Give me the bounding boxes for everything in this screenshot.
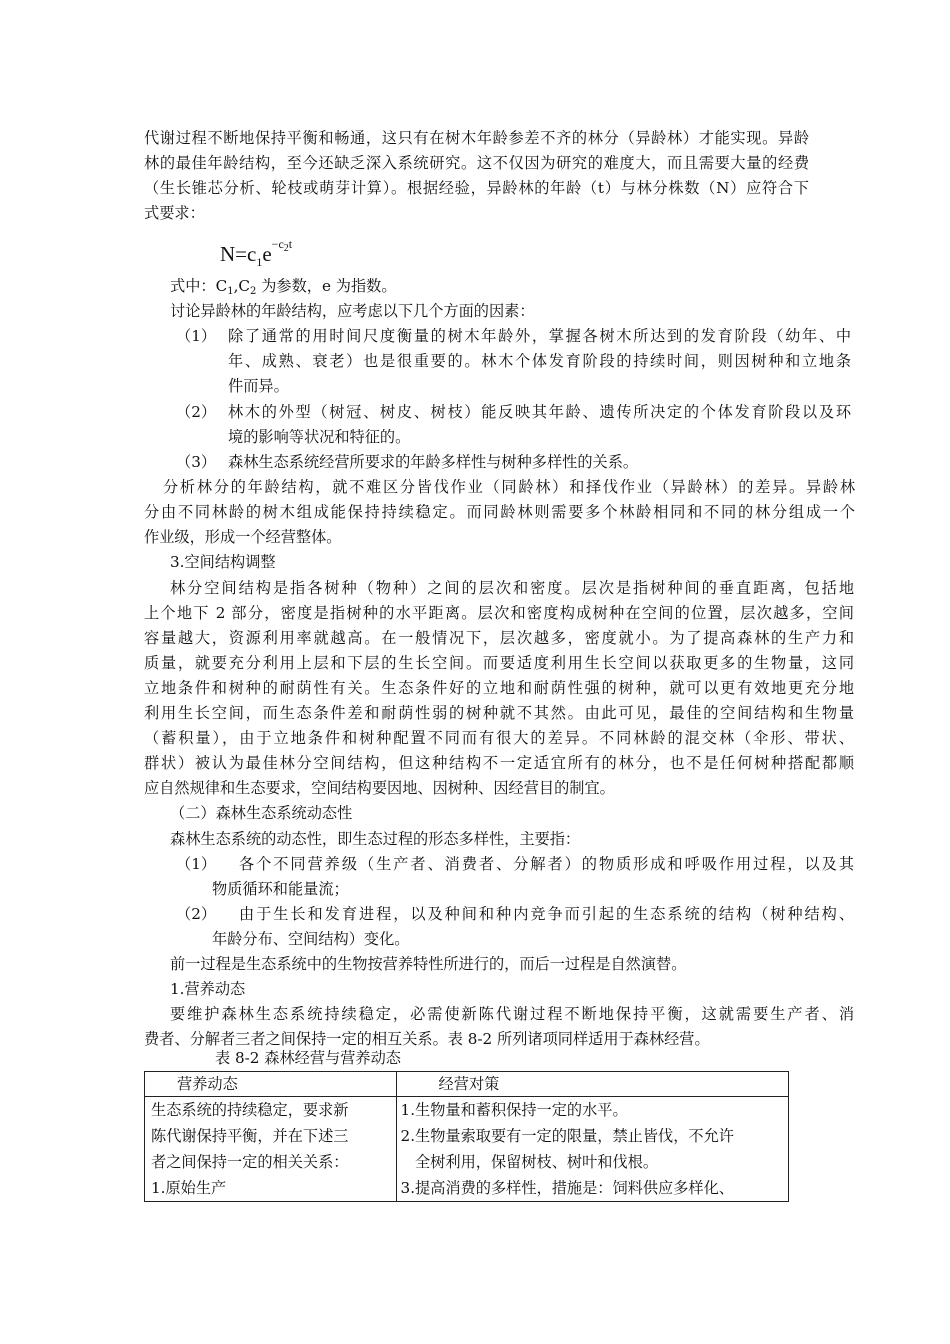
list-item-line: 由于生长和发育进程，以及种间和种内竞争而引起的生态系统的结构（树种结构、 <box>239 905 854 923</box>
formula-base: e <box>262 242 272 266</box>
paragraph-line: 要维护森林生态系统持续稳定，必需使新陈代谢过程不断地保持平衡，这就需要生产者、消 <box>170 1005 854 1023</box>
list-item-line: 林木的外型（树冠、树皮、树枝）能反映其年龄、遗传所决定的个体发育阶段以及环 <box>228 403 851 421</box>
formula-exponent: −c2t <box>271 237 293 254</box>
table-header-cell: 经营对策 <box>396 1072 788 1097</box>
list-item-line: 除了通常的用时间尺度衡量的树木年龄外，掌握各树木所达到的发育阶段（幼年、中 <box>228 327 851 345</box>
cell-line: 3.提高消费的多样性，措施是：饲料供应多样化、 <box>400 1179 734 1197</box>
paragraph-line: 林的最佳年龄结构，至今还缺乏深入系统研究。这不仅因为研究的难度大，而且需要大量的经费 <box>144 154 809 172</box>
list-marker: （2） <box>176 403 217 421</box>
list-item-line: 境的影响等状况和特征的。 <box>228 428 411 446</box>
paragraph-line: 前一过程是生态系统中的生物按营养特性所进行的，而后一过程是自然演替。 <box>170 955 687 973</box>
table-cell <box>145 1097 397 1202</box>
table-cell <box>396 1097 788 1202</box>
list-marker: （1） <box>176 855 217 873</box>
list-marker: （1） <box>176 327 217 345</box>
list-item-line: 年龄分布、空间结构）变化。 <box>212 930 410 948</box>
formula-lhs: N=c <box>220 242 257 266</box>
list-marker: （3） <box>176 453 217 471</box>
formula-note: 式中：C1,C2 为参数，e 为指数。 <box>170 277 397 297</box>
paragraph-line: 森林生态系统的动态性，即生态过程的形态多样性，主要指： <box>170 830 581 848</box>
paragraph-line: 质量，就要充分利用上层和下层的生长空间。而要适度利用生长空间以获取更多的生物量，这同 <box>144 654 854 672</box>
section-heading: 1.营养动态 <box>170 980 246 998</box>
table-row <box>145 1097 789 1202</box>
cell-line: 生态系统的持续稳定，要求新 <box>151 1101 349 1119</box>
list-item-line: 年、成熟、衰老）也是很重要的。林木个体发育阶段的持续时间，则因树种和立地条 <box>228 352 851 370</box>
paragraph-line: 代谢过程不断地保持平衡和畅通，这只有在树木年龄参差不齐的林分（异龄林）才能实现。异龄 <box>144 129 809 147</box>
cell-line: 1.生物量和蓄积保持一定的水平。 <box>400 1101 628 1119</box>
table-header-row <box>145 1072 789 1097</box>
paragraph-line: 讨论异龄林的年龄结构，应考虑以下几个方面的因素： <box>170 302 535 320</box>
paragraph-line: 费者、分解者三者之间保持一定的相互关系。表 8-2 所列诸项同样适用于森林经营。 <box>144 1030 710 1048</box>
paragraph-line: 群状）被认为最佳林分空间结构，但这种结构不一定适宜所有的林分，也不是任何树种搭配都顺 <box>144 754 854 772</box>
cell-line: 全树利用，保留树枝、树叶和伐根。 <box>400 1153 659 1171</box>
cell-line: 2.生物量索取要有一定的限量，禁止皆伐，不允许 <box>400 1127 734 1145</box>
table-caption: 表 8-2 森林经营与营养动态 <box>215 1049 401 1067</box>
formula-sub: 1 <box>256 255 263 270</box>
nutrition-dynamics-table <box>144 1071 789 1202</box>
section-heading: （二）森林生态系统动态性 <box>170 804 353 822</box>
paragraph-line: 分由不同林龄的树木组成能保持持续稳定。而同龄林则需要多个林龄相同和不同的林分组成一个 <box>144 503 855 521</box>
paragraph-line: 林分空间结构是指各树种（物种）之间的层次和密度。层次是指树种间的垂直距离，包括地 <box>170 579 854 597</box>
paragraph-line: 应自然规律和生态要求，空间结构要因地、因树种、因经营目的制宜。 <box>144 779 615 797</box>
list-item-line: 各个不同营养级（生产者、消费者、分解者）的物质形成和呼吸作用过程，以及其 <box>239 855 854 873</box>
list-item-line: 森林生态系统经营所要求的年龄多样性与树种多样性的关系。 <box>228 453 639 471</box>
cell-line: 者之间保持一定的相关关系： <box>151 1153 349 1171</box>
paragraph-line: 利用生长空间，而生态条件差和耐荫性弱的树种就不其然。由此可见，最佳的空间结构和生物量 <box>144 704 854 722</box>
paragraph-line: 式要求： <box>144 204 205 222</box>
paragraph-line: 上个地下 2 部分，密度是指树种的水平距离。层次和密度构成树种在空间的位置，层次越多，空间 <box>144 604 854 622</box>
cell-line: 陈代谢保持平衡，并在下述三 <box>151 1127 349 1145</box>
section-heading: 3.空间结构调整 <box>170 553 276 571</box>
paragraph-line: 立地条件和树种的耐荫性有关。生态条件好的立地和耐荫性强的树种，就可以更有效地更充分地 <box>144 679 854 697</box>
paragraph-line: 容量越大，资源利用率就越高。在一般情况下，层次越多，密度就小。为了提高森林的生产力和 <box>144 629 854 647</box>
paragraph-line: 作业级，形成一个经营整体。 <box>144 528 342 546</box>
age-structure-formula <box>220 237 292 270</box>
cell-line: 1.原始生产 <box>151 1179 227 1197</box>
list-item-line: 物质循环和能量流； <box>212 880 349 898</box>
paragraph-line: （生长锥芯分析、轮枝或萌芽计算）。根据经验，异龄林的年龄（t）与林分株数（N）应符合下 <box>144 179 809 197</box>
paragraph-line: 分析林分的年龄结构，就不难区分皆伐作业（同龄林）和择伐作业（异龄林）的差异。异龄林 <box>163 478 855 496</box>
list-marker: （2） <box>176 905 217 923</box>
list-item-line: 件而异。 <box>228 377 289 395</box>
table-header-cell: 营养动态 <box>145 1072 397 1097</box>
paragraph-line: （蓄积量），由于立地条件和树种配置不同而有很大的差异。不同林龄的混交林（伞形、带状、 <box>144 729 854 747</box>
